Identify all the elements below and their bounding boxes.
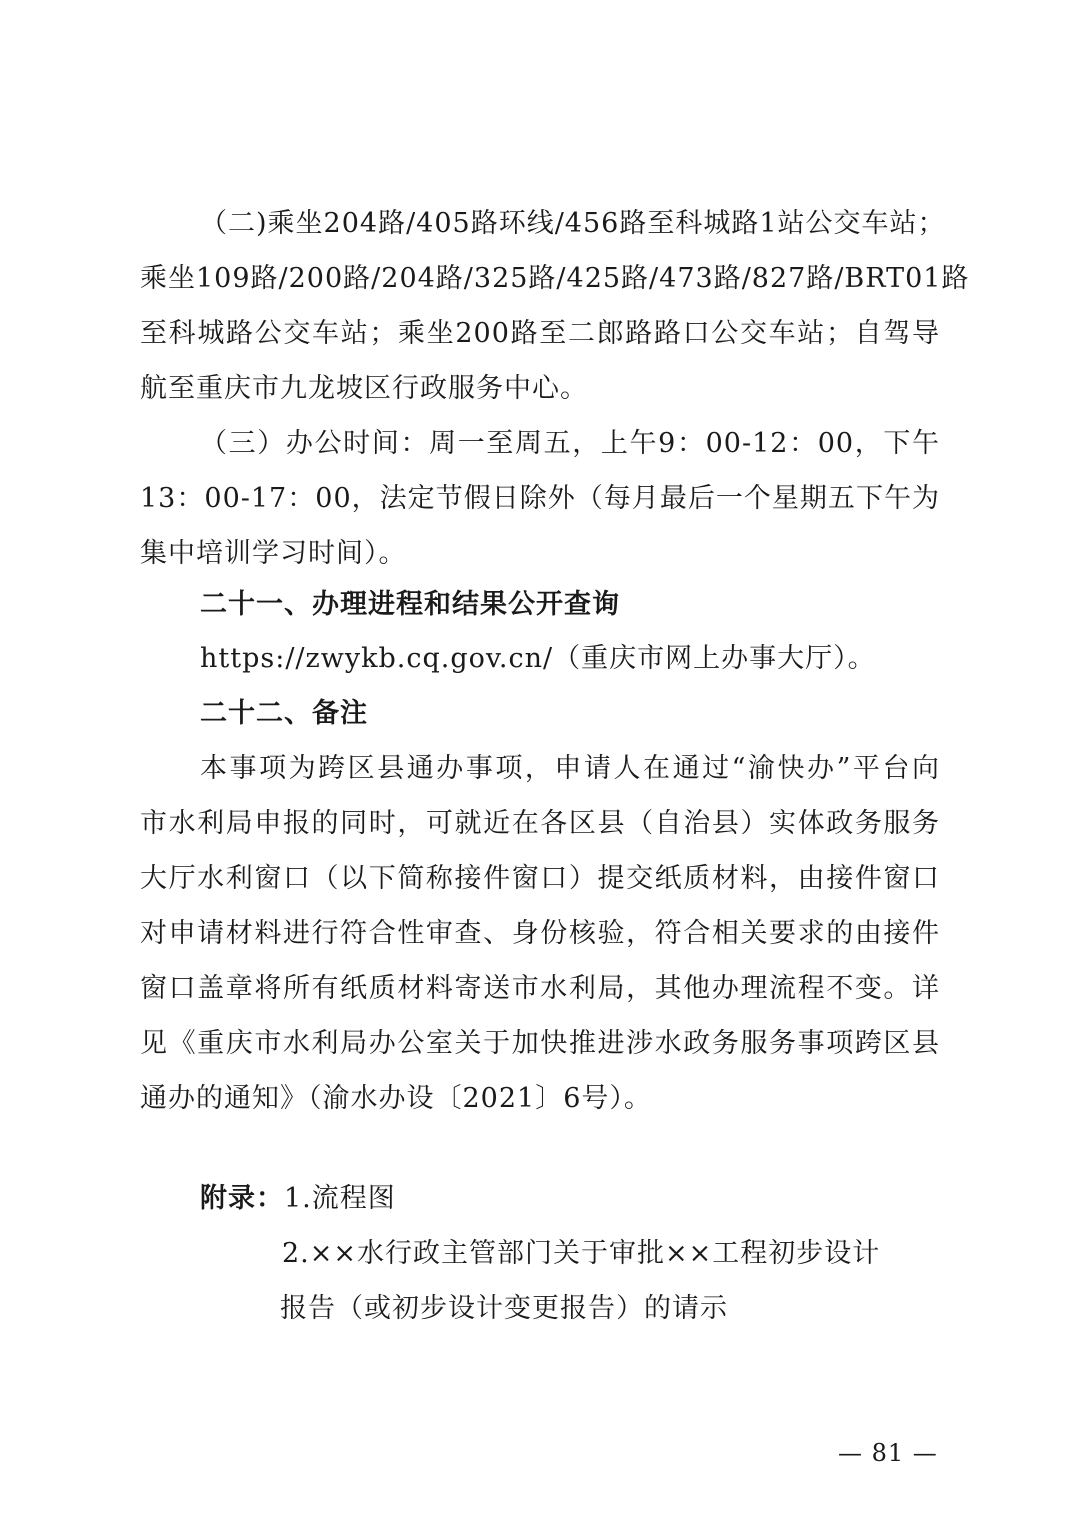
route-line-4: 航至重庆市九龙坡区行政服务中心。: [140, 373, 588, 404]
section21-text: https://zwykb.cq.gov.cn/（重庆市网上办事大厅）。: [200, 643, 876, 674]
section22-heading: 二十二、备注: [200, 698, 368, 729]
route-line-3: 至科城路公交车站；乘坐200路至二郎路路口公交车站；自驾导: [140, 318, 940, 349]
section22-line-3: 大厅水利窗口（以下简称接件窗口）提交纸质材料，由接件窗口: [140, 863, 940, 894]
section21-heading: 二十一、办理进程和结果公开查询: [200, 589, 620, 620]
appendix-label: 附录：: [200, 1183, 284, 1214]
route-line-2: 乘坐109路/200路/204路/325路/425路/473路/827路/BRT01路: [140, 263, 970, 294]
section22-line-1: 本事项为跨区县通办事项，申请人在通过“渝快办”平台向: [200, 753, 940, 784]
section22-line-5: 窗口盖章将所有纸质材料寄送市水利局，其他办理流程不变。详: [140, 973, 940, 1004]
route-line-1: （二)乘坐204路/405路环线/456路至科城路1站公交车站；: [200, 208, 946, 239]
section22-line-2: 市水利局申报的同时，可就近在各区县（自治县）实体政务服务: [140, 808, 940, 839]
appendix-item-1-text: 1.流程图: [284, 1183, 396, 1214]
section22-line-4: 对申请材料进行符合性审查、身份核验，符合相关要求的由接件: [140, 918, 940, 949]
office-hours-line-2: 13：00-17：00，法定节假日除外（每月最后一个星期五下午为: [140, 483, 940, 514]
page-number: — 81 —: [838, 1439, 938, 1467]
section22-line-7: 通办的通知》（渝水办设〔2021〕6号）。: [140, 1083, 652, 1114]
office-hours-line-3: 集中培训学习时间）。: [140, 538, 407, 569]
office-hours-line-1: （三）办公时间：周一至周五，上午9：00-12：00，下午: [200, 428, 940, 459]
section22-line-6: 见《重庆市水利局办公室关于加快推进涉水政务服务事项跨区县: [140, 1028, 940, 1059]
appendix-item-2-line-1: 2.××水行政主管部门关于审批××工程初步设计: [282, 1238, 881, 1269]
appendix-item-2-line-2: 报告（或初步设计变更报告）的请示: [280, 1293, 728, 1324]
appendix-item-1: [200, 1171, 940, 1226]
